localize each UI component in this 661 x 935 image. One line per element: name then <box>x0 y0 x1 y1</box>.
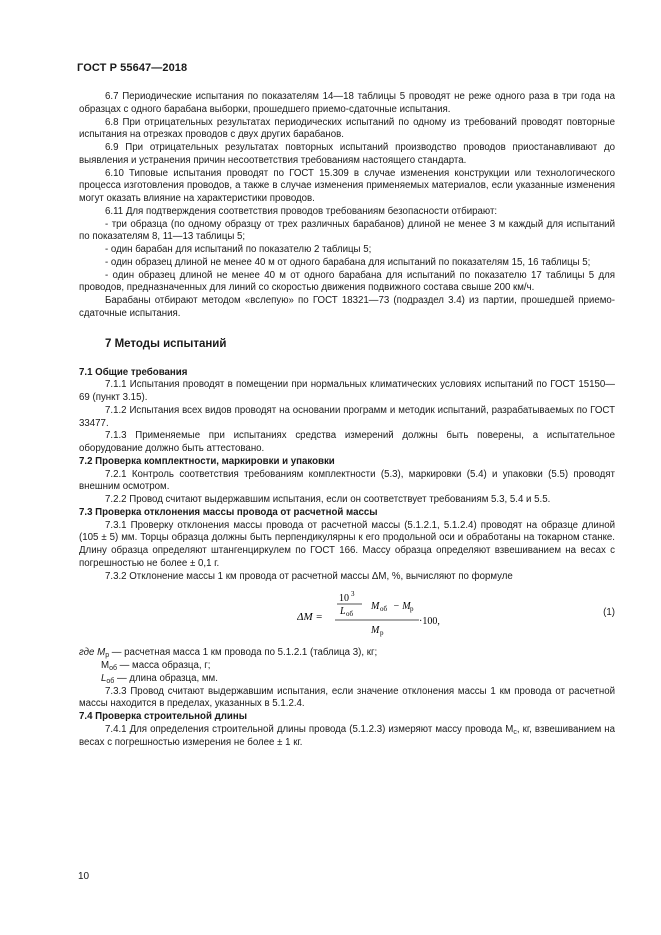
paragraph-7-4-1: 7.4.1 Для определения строительной длины провода (5.1.2.3) измеряют массу провода $M_с$, кг, взвешиванием на весах с погрешностью измерения не более ± 1 кг. <box>79 723 616 748</box>
formula-lhs: ΔM = <box>297 611 323 624</box>
subsection-title-7-2: 7.2 Проверка комплектности, маркировки и упаковки <box>79 455 335 467</box>
formula-den-M-sub: р <box>380 629 384 638</box>
paragraph-6-10: 6.10 Типовые испытания проводят по ГОСТ 15.309 в случае изменения конструкции или технологического процесса изготовления проводов, а также в случае изменения применяемых материалов, если указанные изменения могут оказать влияние на характеристики проводов. <box>79 167 615 204</box>
document-header: ГОСТ Р 55647—2018 <box>77 62 188 74</box>
formula-M-ob: M <box>371 601 380 613</box>
paragraph-7-3-3: 7.3.3 Провод считают выдержавшим испытания, если значение отклонения массы 1 км провода от расчетной массы находится в пределах, указанных в 5.1.2.4. <box>79 685 615 710</box>
formula-power: 10 <box>339 593 349 605</box>
formula-times: ·100, <box>419 616 440 628</box>
where-line-lob: $L_{об}$ — длина образца, мм. <box>101 672 218 685</box>
paragraph-6-7: 6.7 Периодические испытания по показателям 14—18 таблицы 5 проводят не реже одного раза в три года на образцах с одного барабана выборки, прошедшего приемо-сдаточные испытания. <box>79 91 615 115</box>
where-block <box>79 647 615 685</box>
list-item: - один барабан для испытаний по показателю 2 таблицы 5; <box>105 244 372 255</box>
formula-L-sub: об <box>346 610 354 619</box>
paragraph-7-2-1: 7.2.1 Контроль соответствия требованиям комплектности (5.3), маркировки (5.4) и упаковки (5.5) проводят внешним осмотром. <box>79 468 615 493</box>
paragraph-6-9: 6.9 При отрицательных результатах повторных испытаний производство проводов приостанавливают до выявления и устранения причин несоответствия требованиям настоящего стандарта. <box>79 142 615 166</box>
list-item: - один образец длиной не менее 40 м от одного барабана для испытаний по показателю 17 таблицы 5 для проводов, предназначенных для линий со скоростью движения подвижного состава свыше 200 км/ч. <box>79 269 615 294</box>
paragraph-7-1-2: 7.1.2 Испытания всех видов проводят на основании программ и методик испытаний, разрабатываемых по ГОСТ 33477. <box>79 404 615 429</box>
formula-den-M: M <box>371 625 380 637</box>
list-item: - один образец длиной не менее 40 м от одного барабана для испытаний по показателям 15, 16 таблицы 5; <box>105 256 591 268</box>
subsection-title-7-1: 7.1 Общие требования <box>79 366 188 378</box>
formula-block <box>79 589 615 639</box>
where-line-mp: где $M_р$ — расчетная масса 1 км провода по 5.1.2.1 (таблица 3), кг; <box>79 647 378 660</box>
formula-number: (1) <box>603 607 615 619</box>
formula-minus-M: − M <box>393 601 411 613</box>
paragraph-7-1-1: 7.1.1 Испытания проводят в помещении при нормальных климатических условиях испытаний по ГОСТ 15150—69 (пункт 3.15). <box>79 379 615 403</box>
paragraph-7-2-2: 7.2.2 Провод считают выдержавшим испытания, если он соответствует требованиям 5.3, 5.4 и 5.5. <box>105 494 551 505</box>
page-content <box>79 91 615 749</box>
formula-L: L <box>340 606 346 618</box>
paragraph-7-1-3: 7.1.3 Применяемые при испытаниях средства измерений должны быть поверены, а испытательное оборудование должно быть аттестовано. <box>79 430 615 454</box>
formula <box>297 589 537 639</box>
subsection-title-7-4: 7.4 Проверка строительной длины <box>79 711 247 722</box>
page-number: 10 <box>78 871 90 882</box>
subsection-title-7-3: 7.3 Проверка отклонения массы провода от расчетной массы <box>79 506 378 518</box>
where-line-mob: $M_{об}$ — масса образца, г; <box>101 660 211 672</box>
paragraph-6-8: 6.8 При отрицательных результатах периодических испытаний по одному из требований проводят повторные испытания на отрезках проводов с двух других барабанов. <box>79 116 615 141</box>
list-item: - три образца (по одному образцу от трех различных барабанов) длиной не менее 3 м каждый для испытаний по показателям 8, 11—13 таблицы 5; <box>79 218 615 243</box>
paragraph-6-11: 6.11 Для подтверждения соответствия проводов требованиям безопасности отбирают: <box>105 205 498 217</box>
formula-M-p-sub: р <box>410 605 414 614</box>
section-title-7: 7 Методы испытаний <box>105 337 227 350</box>
formula-exponent: 3 <box>351 590 355 599</box>
paragraph-drums: Барабаны отбирают методом «вслепую» по ГОСТ 18321—73 (подраздел 3.4) из партии, прошедшей приемо-сдаточные испытания. <box>79 295 615 319</box>
formula-M-ob-sub: об <box>380 605 388 614</box>
paragraph-7-3-2: 7.3.2 Отклонение массы 1 км провода от расчетной массы ΔM, %, вычисляют по формуле <box>105 570 513 582</box>
paragraph-7-3-1: 7.3.1 Проверку отклонения массы провода от расчетной массы (5.1.2.1, 5.1.2.4) проводят на образце длиной (105 ± 5) мм. Торцы образца должны быть перпендикулярны к его продольной оси и обработаны на токарном станке. Длину образца определяют штангенциркулем по ГОСТ 166. Массу образца определяют взвешиванием на весах с погрешностью не более ± 0,1 г. <box>79 519 615 569</box>
